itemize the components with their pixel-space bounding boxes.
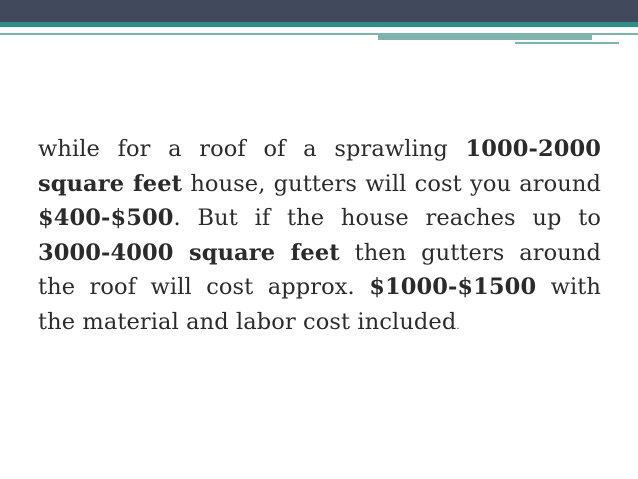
header-accent-bar [378, 35, 592, 40]
header-bar [0, 0, 638, 22]
text-segment: while for a roof of a sprawling [38, 136, 466, 162]
header-accent-line [515, 42, 619, 44]
area-range-2: 3000-4000 square feet [38, 239, 340, 266]
header-teal-band [0, 22, 638, 27]
text-segment: house, gutters will cost you around [182, 170, 601, 197]
slide-body-text [38, 132, 601, 344]
text-segment: then gutters around the roof will cost approx. [38, 239, 601, 300]
area-range-1: 1000-2000 square feet [38, 136, 601, 197]
text-segment: with the material and labor cost included [38, 274, 601, 335]
price-range-1: $400-$500 [38, 205, 174, 231]
price-range-2: $1000-$1500 [369, 274, 537, 300]
text-end-period: . [456, 320, 460, 332]
text-segment: . But if the house reaches up to [173, 205, 601, 231]
